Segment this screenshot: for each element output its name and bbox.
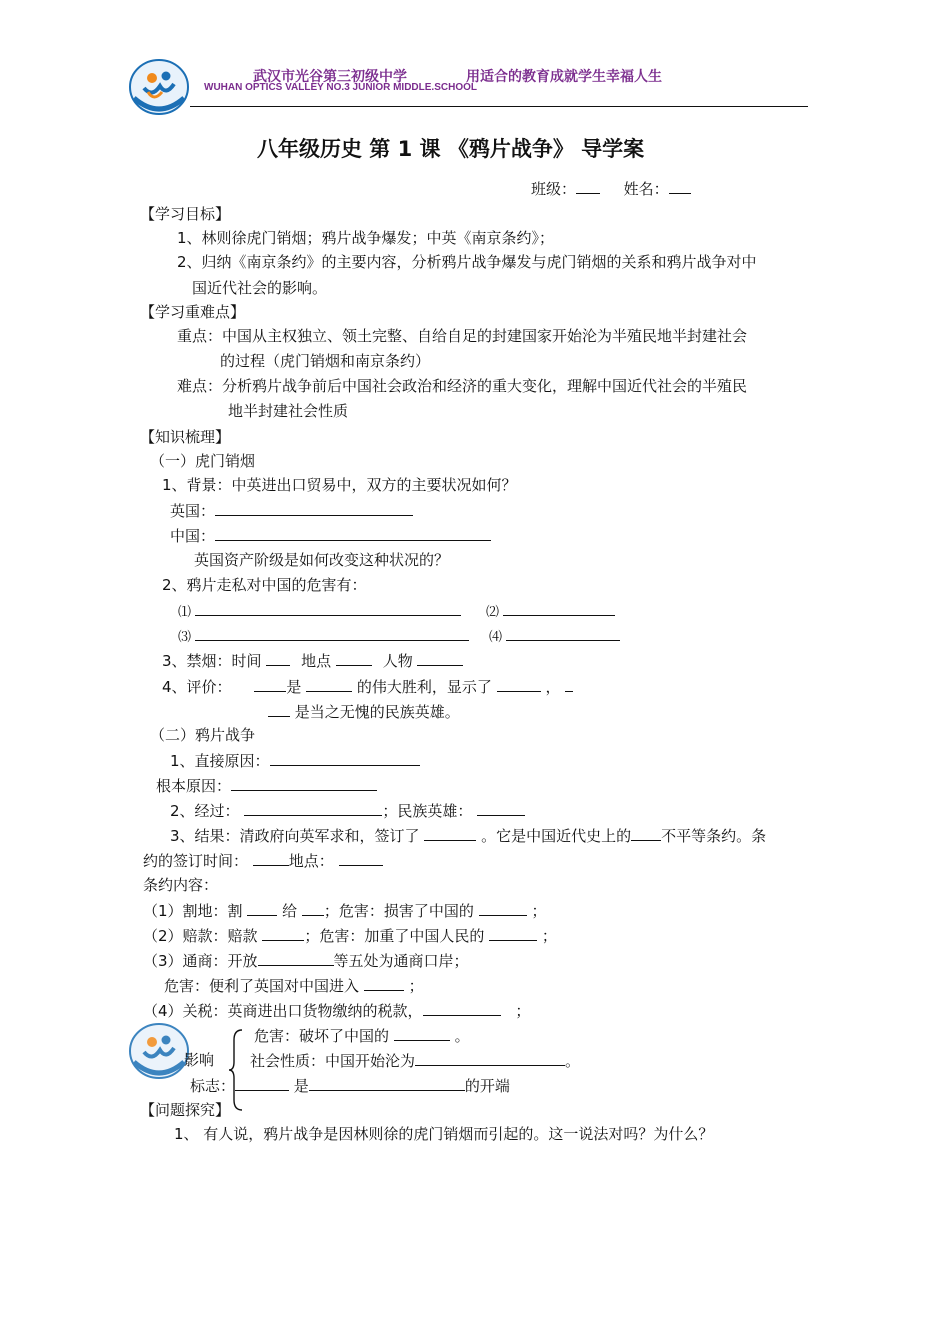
text: （4）关税：英商进出口货物缴纳的税款， [143, 1002, 423, 1020]
name-label: 姓名： [623, 180, 669, 198]
text: 社会性质：中国开始沦为 [250, 1052, 416, 1070]
trade-harm-line [164, 975, 424, 996]
evaluation-blank-1[interactable] [254, 676, 286, 692]
difficulty-line: 难点：分析鸦片战争前后中国社会政治和经济的重大变化，理解中国近代社会的半殖民 [177, 377, 748, 395]
cn-blank[interactable] [215, 525, 491, 541]
text: 等五处为通商口岸； [333, 952, 469, 970]
harm-blank-1[interactable] [195, 600, 461, 616]
inquiry-question: 1、 有人说，鸦片战争是因林则徐的虎门销烟而引起的。这一说法对吗？为什么？ [174, 1125, 714, 1143]
class-blank[interactable] [576, 178, 600, 194]
header-divider [190, 106, 808, 107]
text: 。它是中国近代史上的 [481, 827, 632, 845]
text: 危害：破坏了中国的 [254, 1027, 390, 1045]
tariff-blank[interactable] [423, 1000, 501, 1016]
evaluation-label: 4、评价： [162, 678, 232, 696]
text: ； [531, 902, 547, 920]
influence-society-line [250, 1050, 580, 1071]
text: ， [545, 678, 561, 696]
term-tariff-line [143, 1000, 530, 1021]
school-name-cn: 武汉市光谷第三初级中学 [253, 68, 407, 84]
goal-item: 2、归纳《南京条约》的主要内容，分析鸦片战争爆发与虎门销烟的关系和鸦片战争对中 [177, 253, 757, 271]
ban-line [162, 650, 463, 671]
goal-item: 国近代社会的影响。 [192, 279, 328, 297]
knowledge-heading: 【知识梳理】 [140, 428, 231, 446]
term-trade-line [143, 950, 469, 971]
text: 地点： [288, 852, 334, 870]
text: 是 [293, 1077, 309, 1095]
influence-harm-blank[interactable] [394, 1025, 450, 1041]
text: 不平等条约。条 [661, 827, 767, 845]
uk-blank[interactable] [215, 500, 413, 516]
text: 是当之无愧的民族英雄。 [294, 703, 460, 721]
cession-blank-1[interactable] [247, 900, 277, 916]
direct-cause-line [170, 750, 420, 771]
harm-blank-2[interactable] [503, 600, 615, 616]
ban-place-label: 地点 [301, 652, 332, 670]
text: 。 [454, 1027, 470, 1045]
influence-mark-line [190, 1075, 510, 1096]
harm-item-4 [489, 625, 620, 645]
root-cause-line [156, 775, 377, 796]
text: 给 [282, 902, 298, 920]
section-2-title: （二）鸦片战争 [150, 726, 256, 744]
ports-blank[interactable] [258, 950, 334, 966]
influence-label: 影响 [184, 1051, 215, 1069]
text: ； [515, 1002, 531, 1020]
difficulty-line: 地半封建社会性质 [228, 402, 349, 420]
uk-label: 英国： [170, 502, 216, 520]
key-heading: 【学习重难点】 [140, 303, 246, 321]
hero-blank[interactable] [268, 701, 290, 717]
text: ； [541, 927, 557, 945]
class-field [531, 178, 691, 199]
text: 危害：便利了英国对中国进入 [164, 977, 360, 995]
direct-cause-blank[interactable] [270, 750, 420, 766]
school-motto: 用适合的教育成就学生幸福人生 [466, 68, 662, 84]
society-nature-blank[interactable] [415, 1050, 565, 1066]
mark-blank-2[interactable] [309, 1075, 465, 1091]
focus-line: 的过程（虎门销烟和南京条约） [220, 352, 431, 370]
school-name-en: WUHAN OPTICS VALLEY NO.3 JUNIOR MIDDLE.SCHOOL [204, 82, 477, 93]
section-1-title: （一）虎门销烟 [150, 452, 256, 470]
text: 的开端 [464, 1077, 510, 1095]
ban-person-label: 人物 [382, 652, 413, 670]
process-label: 2、经过： [170, 802, 240, 820]
item-number: ⑷ [489, 630, 503, 645]
treaty-time-blank[interactable] [253, 850, 289, 866]
class-label: 班级： [531, 180, 577, 198]
cession-blank-2[interactable] [302, 900, 324, 916]
text: 3、结果：清政府向英军求和，签订了 [170, 827, 420, 845]
influence-harm-line [254, 1025, 470, 1046]
page-title: 八年级历史 第 1 课 《鸦片战争》 导学案 [257, 137, 645, 161]
treaty-blank[interactable] [424, 825, 476, 841]
hero-label: ；民族英雄： [382, 802, 473, 820]
text: ； [408, 977, 424, 995]
text: 约的签订时间： [143, 852, 249, 870]
root-cause-blank[interactable] [231, 775, 377, 791]
ban-time-label: 3、禁烟：时间 [162, 652, 262, 670]
hero-line [268, 701, 460, 722]
ban-time-blank[interactable] [266, 650, 290, 666]
item-number: ⑶ [178, 630, 192, 645]
indemnity-blank[interactable] [262, 925, 304, 941]
text: （1）割地：割 [143, 902, 243, 920]
national-hero-blank[interactable] [477, 800, 525, 816]
harm-item-1 [178, 600, 461, 620]
ordinal-blank[interactable] [631, 825, 661, 841]
result-line [170, 825, 766, 846]
cn-label: 中国： [170, 527, 216, 545]
school-logo-watermark [128, 1022, 190, 1080]
question: 2、鸦片走私对中国的危害有： [162, 576, 367, 594]
root-cause-label: 根本原因： [156, 777, 232, 795]
cession-harm-blank[interactable] [479, 900, 527, 916]
evaluation-blank-3[interactable] [497, 676, 541, 692]
term-cession-line [143, 900, 547, 921]
name-blank[interactable] [669, 178, 691, 194]
terms-heading: 条约内容： [143, 876, 219, 894]
treaty-time-line [143, 850, 383, 871]
harm-item-2 [486, 600, 615, 620]
item-number: ⑴ [178, 605, 192, 620]
goal-item: 1、林则徐虎门销烟；鸦片战争爆发；中英《南京条约》； [177, 229, 555, 247]
evaluation-blank-2[interactable] [306, 676, 352, 692]
school-logo [128, 58, 190, 116]
term-indemnity-line [143, 925, 557, 946]
mark-blank-1[interactable] [235, 1075, 289, 1091]
evaluation-blank-4[interactable] [565, 676, 573, 692]
process-line [170, 800, 525, 821]
text: 。 [565, 1052, 581, 1070]
item-number: ⑵ [486, 605, 500, 620]
treaty-place-blank[interactable] [339, 850, 383, 866]
process-blank[interactable] [244, 800, 382, 816]
text: 是 [286, 678, 302, 696]
cn-line [170, 525, 491, 546]
brace-icon [228, 1028, 244, 1112]
harm-blank-3[interactable] [195, 625, 469, 641]
text: （3）通商：开放 [143, 952, 258, 970]
focus-line: 重点：中国从主权独立、领土完整、自给自足的封建国家开始沦为半殖民地半封建社会 [177, 327, 748, 345]
question: 1、背景：中英进出口贸易中，双方的主要状况如何？ [162, 476, 517, 494]
text: （2）赔款：赔款 [143, 927, 258, 945]
evaluation-line [162, 676, 573, 697]
text: ；危害：加重了中国人民的 [304, 927, 485, 945]
indemnity-harm-blank[interactable] [489, 925, 537, 941]
harm-blank-4[interactable] [506, 625, 620, 641]
question: 英国资产阶级是如何改变这种状况的？ [194, 551, 450, 569]
inquiry-heading: 【问题探究】 [140, 1101, 231, 1119]
text: 标志： [190, 1077, 236, 1095]
ban-person-blank[interactable] [417, 650, 463, 666]
text: ；危害：损害了中国的 [323, 902, 474, 920]
harm-item-3 [178, 625, 469, 645]
uk-line [170, 500, 413, 521]
ban-place-blank[interactable] [336, 650, 372, 666]
trade-harm-blank[interactable] [364, 975, 404, 991]
direct-cause-label: 1、直接原因： [170, 752, 270, 770]
goals-heading: 【学习目标】 [140, 205, 231, 223]
text: 的伟大胜利，显示了 [356, 678, 492, 696]
